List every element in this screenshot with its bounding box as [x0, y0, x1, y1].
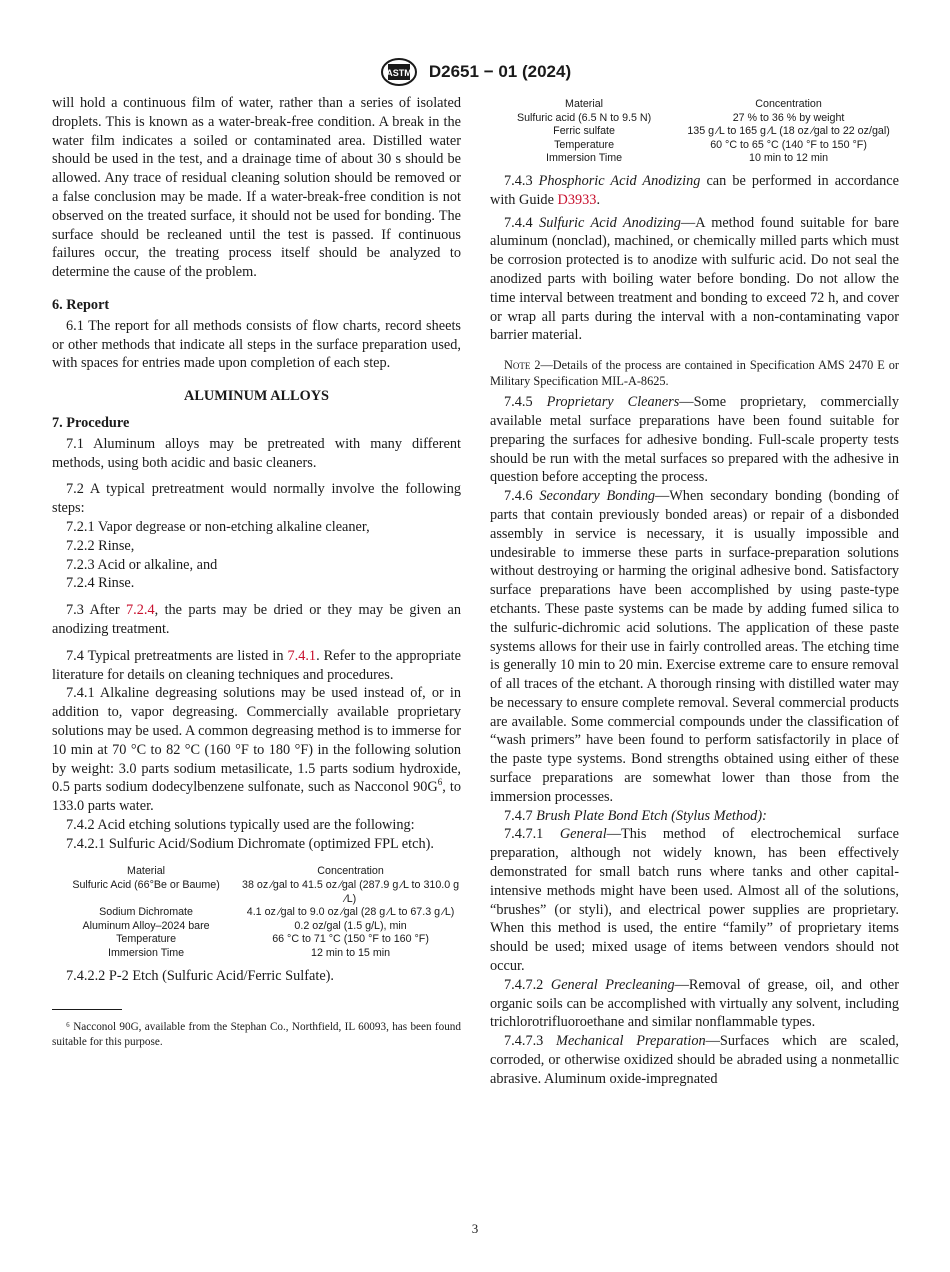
table-cell: 38 oz ⁄gal to 41.5 oz ⁄gal (287.9 g ⁄L to 310.0 g ⁄L): [242, 879, 460, 905]
step-7-2-1: 7.2.1 Vapor degrease or non-etching alkaline cleaner,: [66, 518, 370, 535]
table-row: [52, 906, 461, 920]
section-heading-aluminum-alloys: ALUMINUM ALLOYS: [184, 388, 329, 405]
table-header-row: [52, 865, 461, 879]
table-row: [52, 920, 461, 934]
paragraph-7-2: 7.2 A typical pretreatment would normally involve the following steps:: [52, 481, 461, 517]
paragraph-7-4-1: 7.4.1 Alkaline degreasing solutions may be used instead of, or in addition to, vapor degreasing. Commercially available proprietary solutions may be used. A common degreasing method is to immerse for 10 min at 70 °C to 82 °C (160 °F to 180 °F) in the following solution by weight: 3.0 parts sodium metasilicate, 1.5 parts sodium hydroxide, 0.5 parts sodium dodecylbenzene sulfonate, such as Nacconol $90G^6$, to 133.0 parts water.: [52, 685, 461, 815]
section-heading-procedure: 7. Procedure: [52, 414, 130, 431]
table-cell: Aluminum Alloy–2024 bare: [82, 919, 210, 932]
paragraph-7-4-2-1: 7.4.2.1 Sulfuric Acid/Sodium Dichromate (optimized FPL etch).: [66, 835, 434, 852]
table-cell: 27 % to 36 % by weight: [732, 111, 845, 124]
paragraph-7-4-7: 7.4.7 Brush Plate Bond Etch (Stylus Method):: [504, 807, 767, 824]
table-header: Concentration: [317, 865, 384, 878]
left-column: [52, 94, 461, 1050]
paragraph-7-4-5: 7.4.5 Proprietary Cleaners—Some proprietary, commercially available metal surface preparations have been found suitable for preparing the surfaces for adhesive bonding. Full-scale property tests should be run with the metal surfaces so prepared with the adhesive in question before accepting the process.: [490, 394, 899, 486]
table-cell: 10 min to 12 min: [749, 152, 829, 165]
paragraph-7-4-6: 7.4.6 Secondary Bonding—When secondary bonding (bonding of parts that contain previously bonded areas) or repair of a disbonded assembly in service is necessary, it is usually impossible and undesirable to immerse these parts in surface-preparation solutions without destroying or harming the original adhesive bond. Satisfactory surface preparations have been accomplished by using paste-type etchants. These paste systems can be made by adding fumed silica to the sulfuric-dichromic acid solutions. The application of these paste systems allows for their use in fairly controlled areas. The etching time is generally 10 min to 20 min. Exercise extreme care to ensure removal of all traces of the etchant. A thorough rinsing with distilled water may be necessary to ensure complete removal. Several commercial products are available. Some commercial compounds under the classification of “wash primers” have been found to perform satisfactorily in place of the paste type systems. Bond strengths obtained using either of these surface preparations are somewhat lower than those from the immersion processes.: [490, 488, 899, 805]
table-header: Concentration: [755, 98, 822, 110]
right-column: [490, 94, 899, 1089]
table-header-row: [490, 98, 899, 112]
page-header: [0, 56, 950, 88]
table-cell: Sodium Dichromate: [99, 906, 193, 919]
link-d3933[interactable]: D3933: [557, 191, 597, 208]
paragraph-7-3: 7.3 After 7.2.4, the parts may be dried or they may be given an anodizing treatment.: [52, 602, 461, 637]
paragraph-7-4-3: 7.4.3 Phosphoric Acid Anodizing can be performed in accordance with Guide D3933.: [490, 172, 899, 208]
paragraph-7-4-7-2: 7.4.7.2 General Precleaning—Removal of grease, oil, and other organic soils can be accomplished with virtually any solvent, including trichlorotrifluoroethane and similar nonflammable types.: [490, 976, 899, 1031]
paragraph-7-4-4: 7.4.4 Sulfuric Acid Anodizing—A method found suitable for bare aluminum (nonclad), machined, or chemically milled parts which must be corrosion protected is to anodize with sulfuric acid. Do not seal the anodized parts with boiling water before bonding. Do not allow the time interval between treatment and bonding to exceed 72 h, and cover or wrap all parts during the interval with a non-contaminating vapor barrier material.: [490, 214, 900, 344]
document-designation: D2651 − 01 (2024): [428, 62, 572, 81]
astm-logo-icon: [379, 56, 419, 88]
paragraph-7-4-7-3: 7.4.7.3 Mechanical Preparation—Surfaces which are scaled, corroded, or otherwise oxidized should be abraded using a nonmetallic abrasive. Aluminum oxide-impregnated: [490, 1033, 900, 1087]
table-cell: Immersion Time: [546, 152, 623, 165]
table-cell: Sulfuric Acid (66°Be or Baume): [72, 879, 220, 892]
table-row: [52, 879, 461, 906]
note-2: Note 2—Details of the process are contained in Specification AMS 2470 E or Military Specification MIL-A-8625.: [490, 358, 899, 389]
step-7-2-2: 7.2.2 Rinse,: [66, 537, 135, 554]
table-header: Material: [127, 865, 166, 878]
link-7-4-1[interactable]: 7.4.1: [287, 647, 317, 664]
step-7-2-4: 7.2.4 Rinse.: [66, 575, 135, 592]
table-cell: Sulfuric acid (6.5 N to 9.5 N): [516, 111, 652, 124]
table-cell: 0.2 oz/gal (1.5 g/L), min: [294, 919, 407, 932]
paragraph-continuation: will hold a continuous film of water, rather than a series of isolated droplets. This is known as a water-break-free condition. A break in the water film indicates a soiled or contaminated area. Distilled water should be used in the test, and a drainage time of about 30 s should be allowed. Any trace of residual cleaning solution should be removed or a false conclusion may be made. If a water-break-free condition is not observed on the treated surface, it should not be used for bonding. The surface should be recleaned until the test is passed. If continuous failures occur, the treating process itself should be analyzed to determine the cause of the problem.: [52, 95, 461, 281]
table-cell: 135 g ⁄L to 165 g ⁄L (18 oz ⁄gal to 22 oz/gal): [687, 125, 890, 138]
table-cell: 4.1 oz ⁄gal to 9.0 oz ⁄gal (28 g ⁄L to 67.3 g ⁄L): [246, 906, 455, 919]
table-row: [490, 112, 899, 126]
table-row: [490, 139, 899, 153]
footnote-divider: [52, 1009, 122, 1010]
table-row: [52, 947, 461, 961]
table-row: [490, 125, 899, 139]
paragraph-7-4-7-1: 7.4.7.1 General—This method of electrochemical surface preparation, although not widely known, has been effectively demonstrated for small batch runs where tanks and other capital-intensive methods might have been used. Almost all of the solutions, “brushes” (or styli), and electrical power supplies are proprietary. When this method is used, the entire “family” of proprietary items should be used; mixed usage of items between vendors should not occur.: [490, 826, 899, 975]
link-7-2-4[interactable]: 7.2.4: [126, 602, 155, 619]
footnote-6: ⁶ Nacconol 90G, available from the Stephan Co., Northfield, IL 60093, has been found suitable for this purpose.: [52, 1021, 461, 1049]
fpl-etch-table: [52, 865, 461, 960]
section-heading-report: 6. Report: [52, 296, 110, 313]
paragraph-7-1: 7.1 Aluminum alloys may be pretreated with many different methods, using both acidic and basic cleaners.: [52, 435, 461, 471]
table-cell: Immersion Time: [108, 947, 185, 960]
table-cell: Temperature: [554, 138, 615, 151]
step-7-2-3: 7.2.3 Acid or alkaline, and: [66, 556, 218, 573]
paragraph-7-4-2: 7.4.2 Acid etching solutions typically used are the following:: [66, 816, 415, 833]
table-cell: Temperature: [116, 933, 177, 946]
table-row: [52, 933, 461, 947]
paragraph-6-1: 6.1 The report for all methods consists of flow charts, record sheets or other methods that indicate all steps in the surface preparation used, with spaces for entries made upon completion of each step.: [52, 317, 461, 372]
table-cell: 66 °C to 71 °C (150 °F to 160 °F): [272, 933, 429, 946]
paragraph-7-4: 7.4 Typical pretreatments are listed in 7.4.1. Refer to the appropriate literature for details on cleaning techniques and procedures.: [52, 647, 461, 683]
table-cell: 60 °C to 65 °C (140 °F to 150 °F): [710, 138, 867, 151]
page-number: 3: [471, 1221, 479, 1236]
paragraph-7-4-2-2: 7.4.2.2 P-2 Etch (Sulfuric Acid/Ferric Sulfate).: [66, 967, 335, 984]
table-header: Material: [565, 98, 604, 110]
svg-text:ASTM: ASTM: [386, 68, 412, 78]
table-cell: Ferric sulfate: [553, 125, 615, 138]
p2-etch-table: [490, 98, 899, 166]
table-row: [490, 152, 899, 166]
footnote-ref-6: 6: [437, 777, 443, 788]
table-cell: 12 min to 15 min: [311, 947, 391, 960]
